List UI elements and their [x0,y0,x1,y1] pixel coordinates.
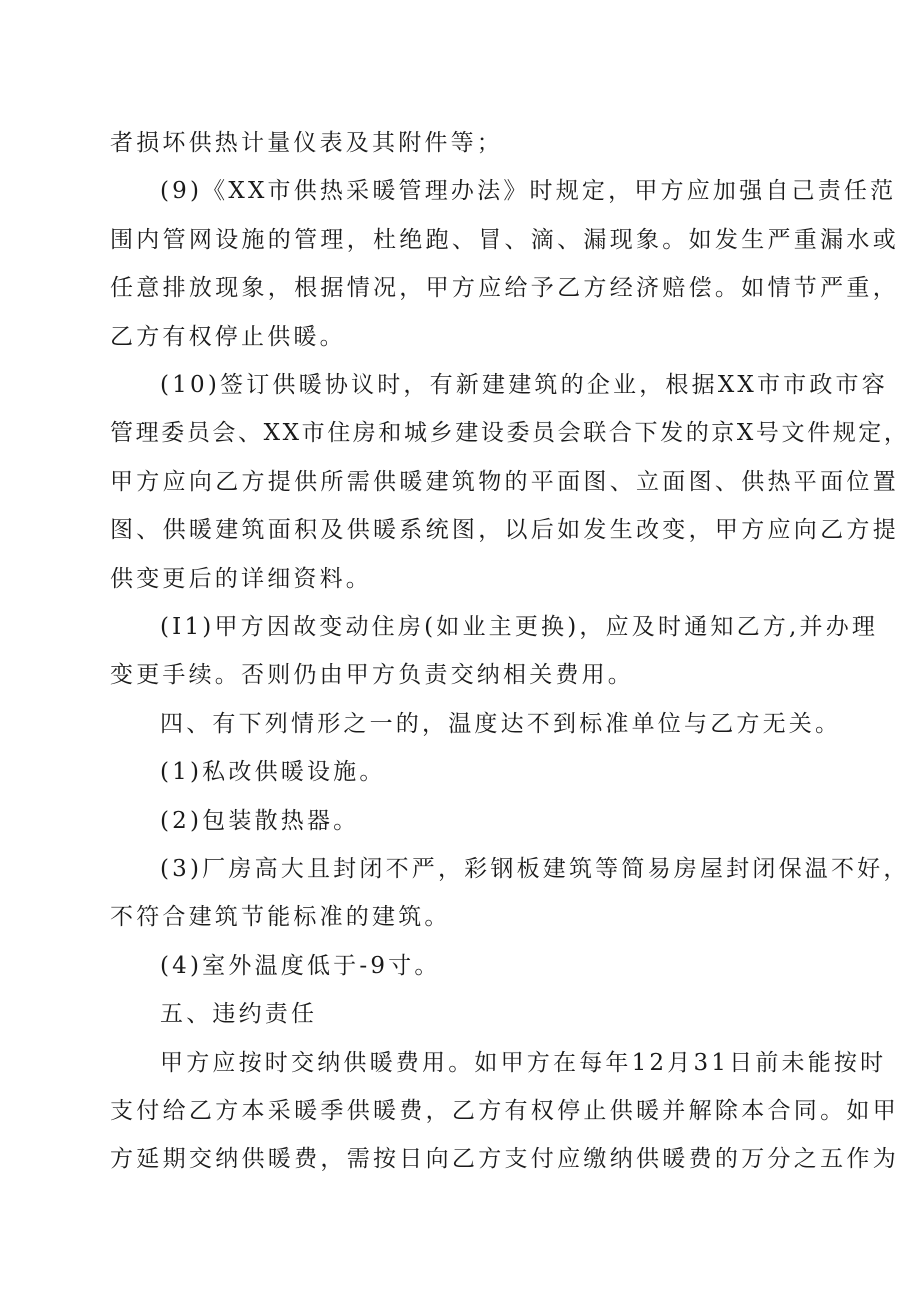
text-line: (1)私改供暖设施。 [160,759,386,785]
text-line: 管理委员会、XX市住房和城乡建设委员会联合下发的京X号文件规定， [110,420,910,446]
text-line: (I1)甲方因故变动住房(如业主更换)，应及时通知乙方,并办理 [160,614,879,640]
text-line: 供变更后的详细资料。 [110,566,372,592]
text-line: 乙方有权停止供暖。 [110,324,346,350]
text-line: 支付给乙方本采暖季供暖费，乙方有权停止供暖并解除本合同。如甲 [110,1098,899,1124]
text-line: (3)厂房高大且封闭不严，彩钢板建筑等简易房屋封闭保温不好， [160,856,910,882]
text-line: (2)包装散热器。 [160,808,360,834]
text-line: 任意排放现象，根据情况，甲方应给予乙方经济赔偿。如情节严重， [110,275,899,301]
section-heading: 四、有下列情形之一的，温度达不到标准单位与乙方无关。 [160,711,842,737]
text-line: 不符合建筑节能标准的建筑。 [110,904,451,930]
text-line: 变更手续。否则仍由甲方负责交纳相关费用。 [110,662,634,688]
text-line: 方延期交纳供暖费，需按日向乙方支付应缴纳供暖费的万分之五作为 [110,1146,899,1172]
section-heading: 五、违约责任 [160,1001,318,1027]
text-line: (10)签订供暖协议时，有新建建筑的企业，根据XX市市政市容 [160,372,888,398]
text-line: (9)《XX市供热采暖管理办法》时规定，甲方应加强自己责任范 [160,178,897,204]
text-line: (4)室外温度低于-9寸。 [160,953,441,979]
text-line: 者损坏供热计量仪表及其附件等； [110,130,503,156]
text-line: 围内管网设施的管理，杜绝跑、冒、滴、漏现象。如发生严重漏水或 [110,227,899,253]
text-line: 甲方应按时交纳供暖费用。如甲方在每年12月31日前未能按时 [160,1050,887,1076]
text-line: 甲方应向乙方提供所需供暖建筑物的平面图、立面图、供热平面位置 [110,469,899,495]
text-line: 图、供暖建筑面积及供暖系统图，以后如发生改变，甲方应向乙方提 [110,517,899,543]
